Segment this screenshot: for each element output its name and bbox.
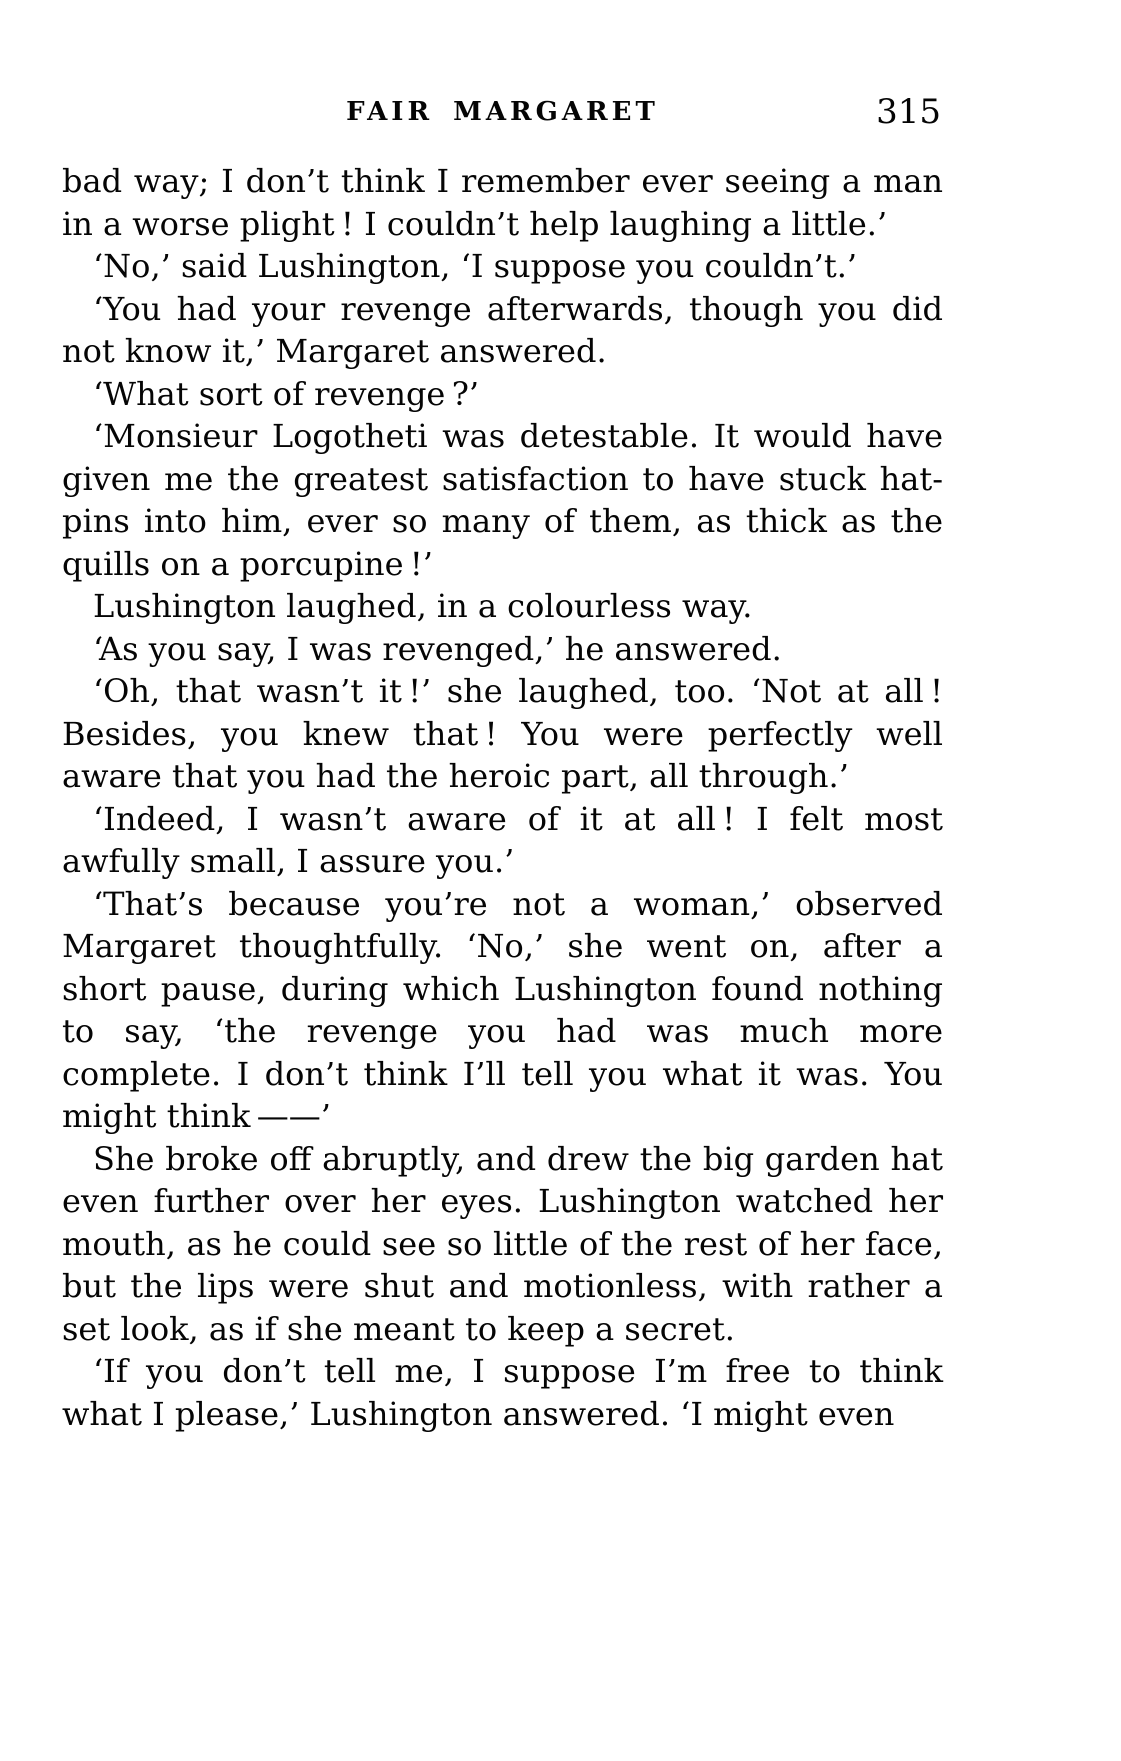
running-header [62,92,943,130]
paragraph: bad way; I don’t think I remember ever seeing a man in a worse plight ! I couldn’t help laughing a little.’ [62,162,943,243]
paragraph: She broke off abruptly, and drew the big garden hat even further over her eyes. Lushington watched her mouth, as he could see so little of the rest of her face, but the lips were shut and motionless, with rather a set look, as if she meant to keep a secret. [62,1139,943,1348]
paragraph: Lushington laughed, in a colourless way. [93,587,753,625]
paragraph: ‘Oh, that wasn’t it !’ she laughed, too. ‘Not at all ! Besides, you knew that ! You were perfectly well aware that you had the heroic part, all through.’ [62,672,943,795]
paragraph: ‘Indeed, I wasn’t aware of it at all ! I felt most awfully small, I assure you.’ [62,799,943,880]
paragraph: ‘You had your revenge afterwards, though you did not know it,’ Margaret answered. [62,289,943,370]
paragraph: ‘What sort of revenge ?’ [93,374,480,413]
paragraph: ‘As you say, I was revenged,’ he answered. [93,629,782,668]
paragraph: ‘Monsieur Logotheti was detestable. It would have given me the greatest satisfaction to have stuck hat-pins into him, ever so many of them, as thick as the quills on a porcupine !’ [62,417,943,583]
paragraph: ‘No,’ said Lushington, ‘I suppose you couldn’t.’ [93,247,858,285]
paragraph: ‘If you don’t tell me, I suppose I’m free to think what I please,’ Lushington answered. ‘I might even [62,1352,943,1433]
page-number: 315 [876,92,941,132]
text-block [62,160,943,1435]
paragraph: ‘That’s because you’re not a woman,’ observed Margaret thoughtfully. ‘No,’ she went on, after a short pause, during which Lushington found nothing to say, ‘the revenge you had was much more complete. I don’t think I’ll tell you what it was. You might think ——’ [62,884,943,1135]
page-title: FAIR MARGARET [346,97,659,127]
